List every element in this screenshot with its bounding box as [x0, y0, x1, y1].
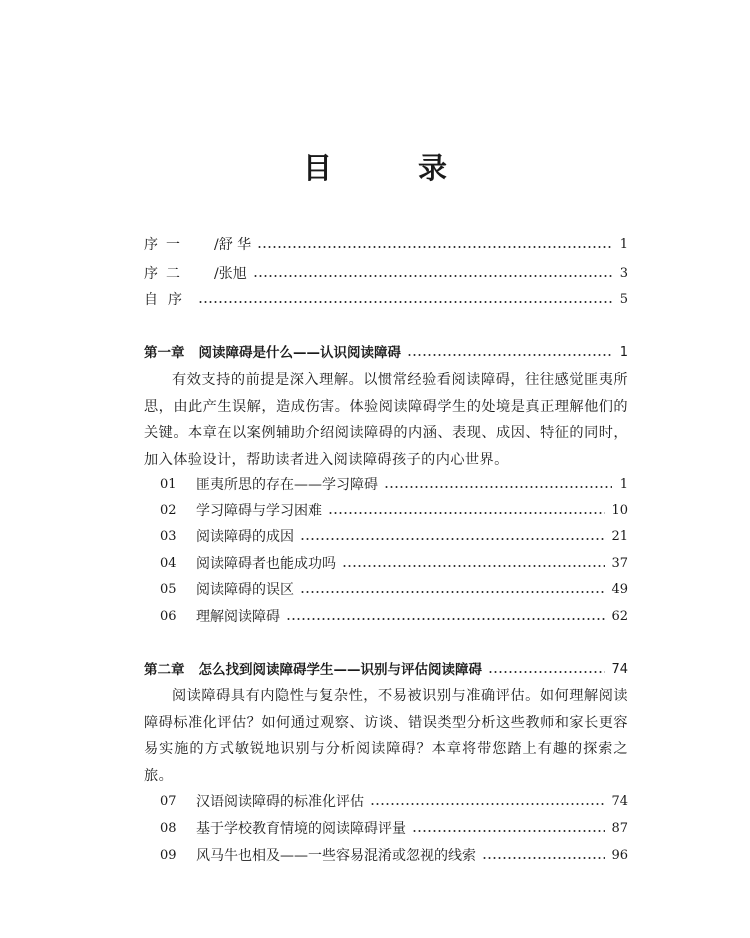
toc-entry-page: 1	[619, 237, 628, 252]
leader-dots	[198, 301, 612, 303]
toc-entry-page: 3	[619, 266, 628, 281]
chapter-page: 74	[611, 662, 628, 677]
toc-section[interactable]	[160, 500, 628, 522]
leader-dots	[384, 486, 612, 488]
toc-entry-author: /张旭	[214, 266, 247, 282]
chapter-number: 第二章	[144, 662, 185, 678]
page-title: 目 录	[302, 151, 486, 185]
toc-section[interactable]	[160, 526, 628, 548]
toc-entry-author: /舒 华	[214, 237, 252, 253]
section-title: 匪夷所思的存在——学习障碍	[196, 477, 378, 493]
toc-section[interactable]	[160, 553, 628, 575]
chapter-title: 阅读障碍是什么——认识阅读障碍	[198, 345, 401, 361]
section-page: 37	[611, 556, 628, 571]
leader-dots	[370, 803, 605, 805]
toc-entry-author-preface[interactable]	[144, 289, 628, 311]
section-number: 06	[160, 609, 177, 624]
leader-dots	[328, 512, 605, 514]
leader-dots	[407, 354, 612, 356]
section-number: 02	[160, 503, 177, 518]
section-title: 理解阅读障碍	[196, 609, 280, 625]
section-number: 01	[160, 477, 177, 492]
chapter-page: 1	[619, 345, 628, 360]
leader-dots	[342, 565, 605, 567]
toc-chapter-2[interactable]	[144, 659, 628, 681]
leader-dots	[300, 538, 605, 540]
toc-entry-preface-2[interactable]	[144, 263, 628, 285]
section-title: 阅读障碍的误区	[196, 582, 294, 598]
section-page: 96	[611, 848, 628, 863]
section-title: 基于学校教育情境的阅读障碍评量	[196, 821, 406, 837]
chapter-number: 第一章	[144, 345, 185, 361]
section-number: 03	[160, 529, 177, 544]
chapter-title: 怎么找到阅读障碍学生——识别与评估阅读障碍	[198, 662, 482, 678]
section-page: 74	[611, 794, 628, 809]
leader-dots	[253, 275, 612, 277]
chapter-description: 阅读障碍具有内隐性与复杂性，不易被识别与准确评估。如何理解阅读障碍标准化评估？如何通过观察、访谈、错误类型分析这些教师和家长更容易实施的方式敏锐地识别与分析阅读障碍？本章将带您踏上有趣的探索之旅。	[144, 688, 628, 784]
section-page: 62	[611, 609, 628, 624]
toc-section[interactable]	[160, 474, 628, 496]
section-number: 07	[160, 794, 177, 809]
toc-entry-label: 序一	[144, 237, 188, 253]
toc-section[interactable]	[160, 606, 628, 628]
toc-section[interactable]	[160, 791, 628, 813]
leader-dots	[412, 830, 605, 832]
toc-chapter-1[interactable]	[144, 342, 628, 364]
section-number: 09	[160, 848, 177, 863]
section-title: 风马牛也相及——一些容易混淆或忽视的线索	[196, 848, 476, 864]
section-number: 04	[160, 556, 177, 571]
section-page: 10	[611, 503, 628, 518]
toc-section[interactable]	[160, 579, 628, 601]
toc-entry-label: 自序	[144, 292, 192, 308]
leader-dots	[482, 857, 605, 859]
section-number: 05	[160, 582, 177, 597]
section-title: 阅读障碍者也能成功吗	[196, 556, 336, 572]
leader-dots	[300, 591, 605, 593]
section-title: 学习障碍与学习困难	[196, 503, 322, 519]
section-page: 1	[619, 477, 628, 492]
toc-entry-preface-1[interactable]	[144, 234, 628, 256]
section-title: 汉语阅读障碍的标准化评估	[196, 794, 364, 810]
chapter-description: 有效支持的前提是深入理解。以惯常经验看阅读障碍，往往感觉匪夷所思，由此产生误解，造成伤害。体验阅读障碍学生的处境是真正理解他们的关键。本章在以案例辅助介绍阅读障碍的内涵、表现、成因、特征的同时，加入体验设计，帮助读者进入阅读障碍孩子的内心世界。	[144, 372, 628, 468]
leader-dots	[286, 618, 605, 620]
toc-section[interactable]	[160, 818, 628, 840]
toc-entry-label: 序二	[144, 266, 188, 282]
section-number: 08	[160, 821, 177, 836]
section-page: 49	[611, 582, 628, 597]
section-page: 21	[611, 529, 628, 544]
toc-section[interactable]	[160, 845, 628, 867]
toc-entry-page: 5	[619, 292, 628, 307]
section-title: 阅读障碍的成因	[196, 529, 294, 545]
leader-dots	[488, 671, 605, 673]
leader-dots	[257, 246, 612, 248]
section-page: 87	[611, 821, 628, 836]
